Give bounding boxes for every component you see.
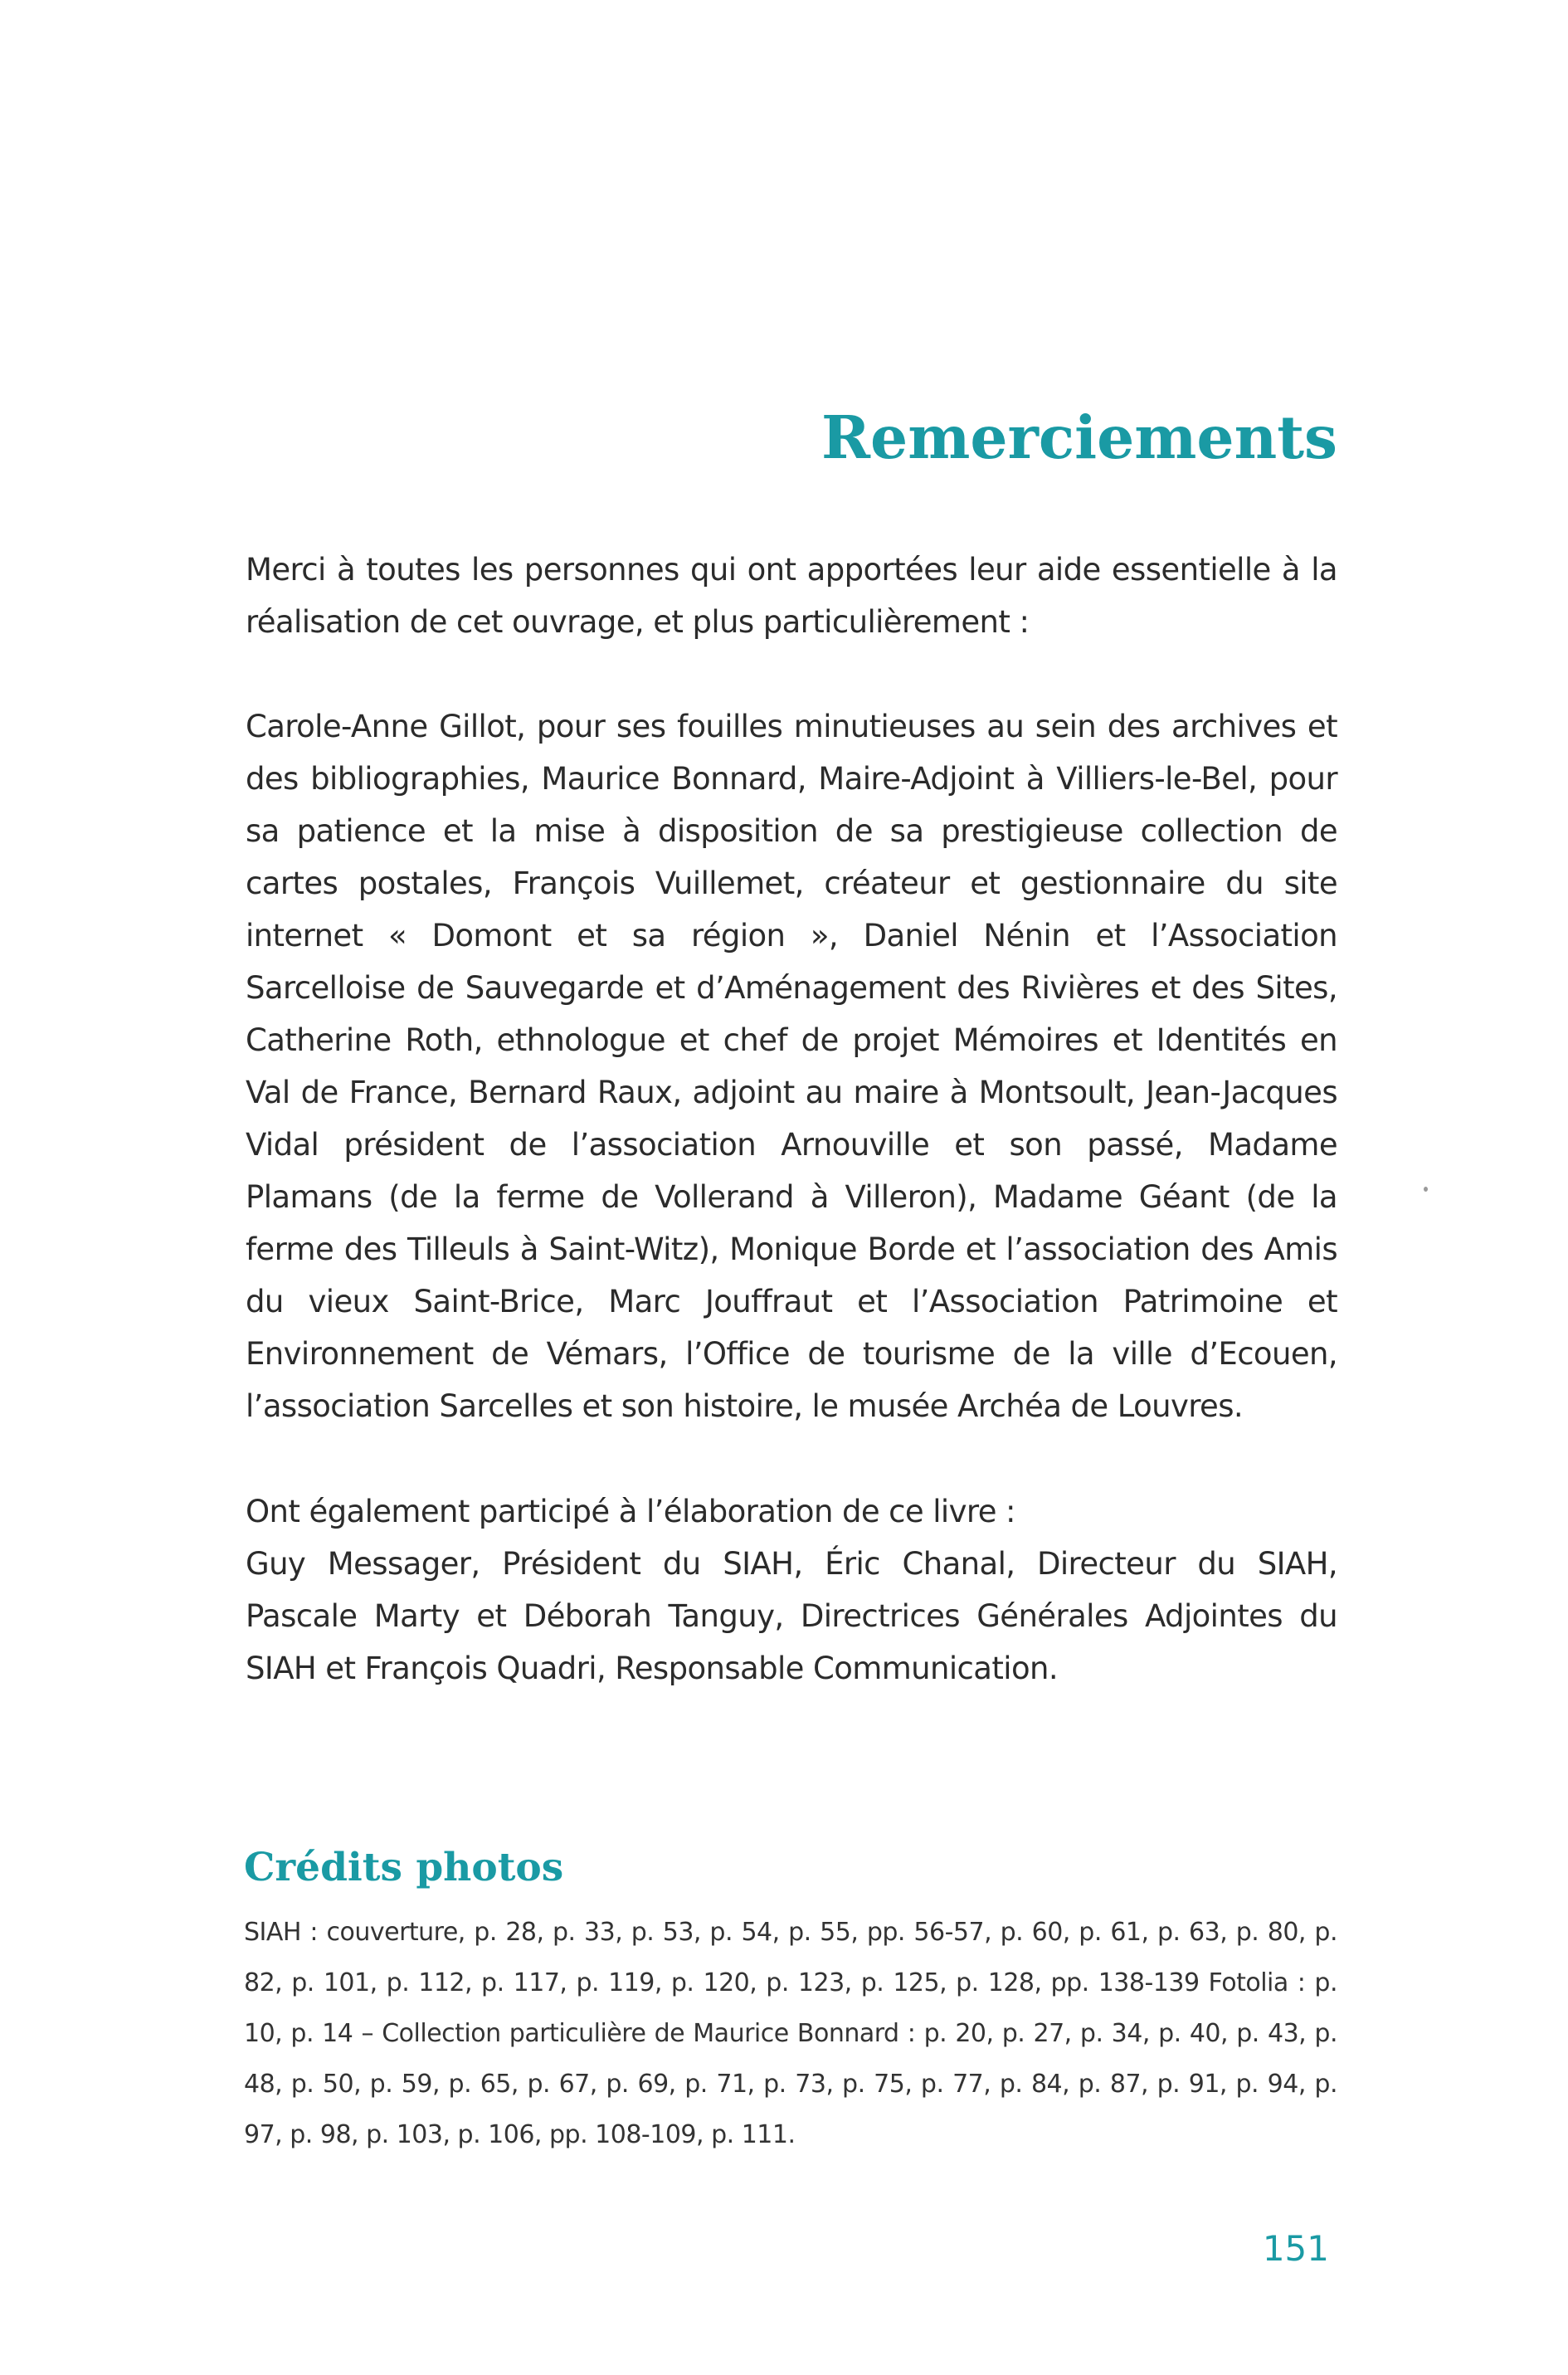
scan-speck <box>1424 1187 1428 1192</box>
photo-credits-text: SIAH : couverture, p. 28, p. 33, p. 53, p. 54, p. 55, pp. 56-57, p. 60, p. 61, p. 63, p. 80, p. 82, p. 101, p. 112, p. 117, p. 119, p. 120, p. 123, p. 125, p. 128, pp. 138-139 Fotolia : p. 10, p. 14 – Collection particulière de Maurice Bonnard : p. 20, p. 27, p. 34, p. 40, p. 43, p. 48, p. 50, p. 59, p. 65, p. 67, p. 69, p. 71, p. 73, p. 75, p. 77, p. 84, p. 87, p. 91, p. 94, p. 97, p. 98, p. 103, p. 106, pp. 108-109, p. 111. <box>244 1918 1337 2149</box>
page-number: 151 <box>1262 2228 1329 2269</box>
photo-credits-title: Crédits photos <box>244 1845 564 1890</box>
intro-paragraph: Merci à toutes les personnes qui ont apportées leur aide essentielle à la réalisation de cet ouvrage, et plus particulièrement : <box>246 552 1337 640</box>
contributors-heading: Ont également participé à l’élaboration de ce livre : <box>246 1494 1015 1529</box>
page-title: Remerciements <box>821 402 1337 472</box>
contributors-paragraph: Guy Messager, Président du SIAH, Éric Chanal, Directeur du SIAH, Pascale Marty et Déborah Tanguy, Directrices Générales Adjointes du SIAH et François Quadri, Responsable Communication. <box>246 1546 1337 1686</box>
acknowledgements-paragraph: Carole-Anne Gillot, pour ses fouilles minutieuses au sein des archives et des bibliographies, Maurice Bonnard, Maire-Adjoint à Villiers-le-Bel, pour sa patience et la mise à disposition de sa prestigieuse collection de cartes postales, François Vuillemet, créateur et gestionnaire du site internet « Domont et sa région », Daniel Nénin et l’Association Sarcelloise de Sauvegarde et d’Aménagement des Rivières et des Sites, Catherine Roth, ethnologue et chef de projet Mémoires et Identités en Val de France, Bernard Raux, adjoint au maire à Montsoult, Jean-Jacques Vidal président de l’association Arnouville et son passé, Madame Plamans (de la ferme de Vollerand à Villeron), Madame Géant (de la ferme des Tilleuls à Saint-Witz), Monique Borde et l’association des Amis du vieux Saint-Brice, Marc Jouffraut et l’Association Patrimoine et Environnement de Vémars, l’Office de tourisme de la ville d’Ecouen, l’association Sarcelles et son histoire, le musée Archéa de Louvres. <box>246 709 1337 1424</box>
